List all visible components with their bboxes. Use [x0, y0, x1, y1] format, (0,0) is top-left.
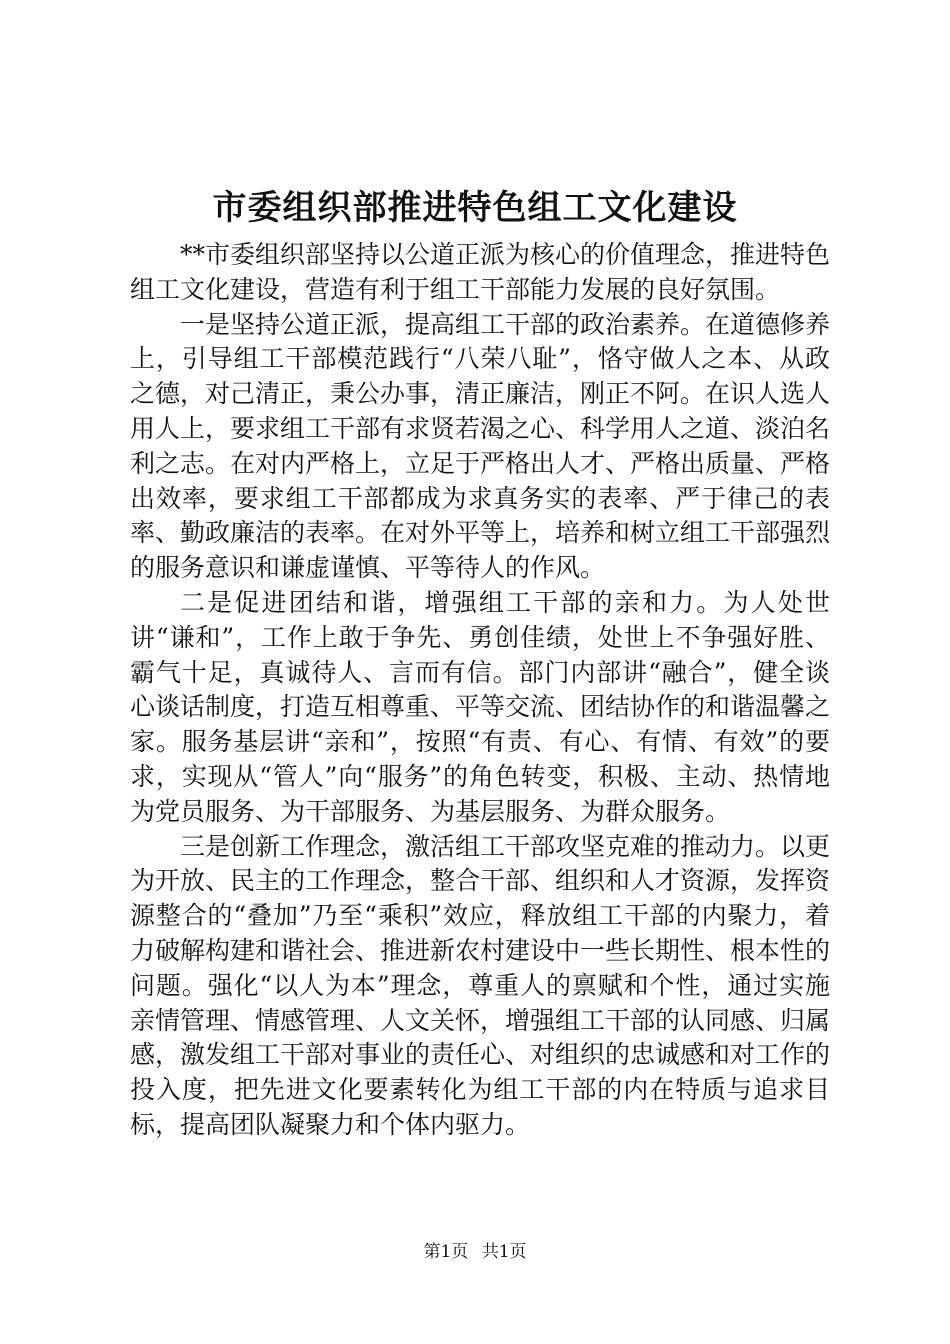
- document-body: [130, 238, 830, 1143]
- paragraph-one: 一是坚持公道正派，提高组工干部的政治素养。在道德修养上，引导组工干部模范践行“八荣八耻”，恪守做人之本、从政之德，对己清正，秉公办事，清正廉洁，刚正不阿。在识人选人用人上，要求组工干部有求贤若渴之心、科学用人之道、淡泊名利之志。在对内严格上，立足于严格出人才、严格出质量、严格出效率，要求组工干部都成为求真务实的表率、严于律己的表率、勤政廉洁的表率。在对外平等上，培养和树立组工干部强烈的服务意识和谦虚谨慎、平等待人的作风。: [130, 309, 831, 583]
- page-total: 共1页: [481, 1242, 527, 1262]
- page-number: 第1页: [423, 1242, 469, 1262]
- document-title: 市委组织部推进特色组工文化建设: [212, 188, 738, 228]
- paragraph-two: 二是促进团结和谐，增强组工干部的亲和力。为人处世讲“谦和”，工作上敢于争先、勇创佳绩，处世上不争强好胜、霸气十足，真诚待人、言而有信。部门内部讲“融合”，健全谈心谈话制度，打造互相尊重、平等交流、团结协作的和谐温馨之家。服务基层讲“亲和”，按照“有责、有心、有情、有效”的要求，实现从“管人”向“服务”的角色转变，积极、主动、热情地为党员服务、为干部服务、为基层服务、为群众服务。: [130, 587, 831, 826]
- paragraph-three: 三是创新工作理念，激活组工干部攻坚克难的推动力。以更为开放、民主的工作理念，整合干部、组织和人才资源，发挥资源整合的“叠加”乃至“乘积”效应，释放组工干部的内聚力，着力破解构建和谐社会、推进新农村建设中一些长期性、根本性的问题。强化“以人为本”理念，尊重人的禀赋和个性，通过实施亲情管理、情感管理、人文关怀，增强组工干部的认同感、归属感，激发组工干部对事业的责任心、对组织的忠诚感和对工作的投入度，把先进文化要素转化为组工干部的内在特质与追求目标，提高团队凝聚力和个体内驱力。: [130, 831, 831, 1139]
- page-footer: [0, 1240, 950, 1264]
- intro-paragraph: **市委组织部坚持以公道正派为核心的价值理念，推进特色组工文化建设，营造有利于组工干部能力发展的良好氛围。: [130, 240, 831, 304]
